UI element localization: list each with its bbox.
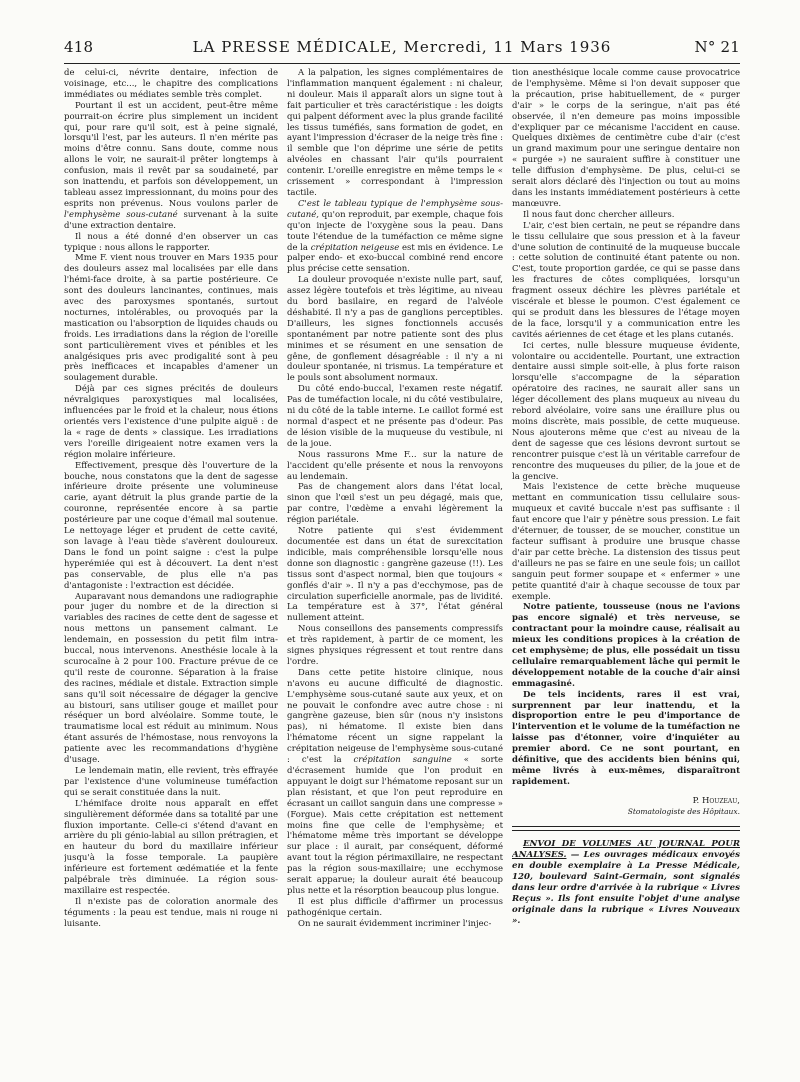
paragraph: L'hémiface droite nous apparaît en effet singulièrement déformée dans sa totalité par une fluxion importante. Celle-ci s'étend d'avant en arrière du pli génio-labial au sillon prétragien, et en hauteur du bord du maxillaire inférieur jusqu'à la fosse temporale. La paupière inférieure est fortement œdématiée et la fente palpébrale très diminuée. La région sous-maxillaire est respectée. (64, 798, 278, 896)
editorial-notice (512, 839, 740, 927)
notice-rule-bottom (512, 830, 740, 831)
paragraph: Du côté endo-buccal, l'examen reste négatif. Pas de tuméfaction locale, ni du côté vestibulaire, ni du côté de la table interne. Le caillot formé est normal d'aspect et ne présente pas d'odeur. Pas de lésion visible de la muqueuse du vestibule, ni de la joue. (287, 384, 503, 449)
page-header (64, 38, 740, 60)
paragraph: Il n'existe pas de coloration anormale des téguments : la peau est tendue, mais ni rouge ni luisante. (64, 896, 278, 929)
column-3 (512, 68, 740, 1073)
paragraph: A la palpation, les signes complémentaires de l'inflammation manquent également : ni chaleur, ni douleur. Mais il apparaît alors un signe tout à fait particulier et très caractéristique : les doigts qui palpent déforment avec la plus grande facilité les tissus tuméfiés, sans formation de godet, en ayant l'impression d'écraser de la neige très fine : il semble que l'on déprime une série de petits alvéoles en chassant l'air qu'ils pourraient contenir. L'oreille enregistre en même temps le « crissement » correspondant à l'impression tactile. (287, 68, 503, 198)
issue-number: N° 21 (694, 38, 740, 56)
paragraph: Notre patiente qui s'est évidemment documentée est dans un état de surexcitation indicible, mais compréhensible lorsqu'elle nous donne son diagnostic : gangrène gazeuse (!!). Les tissus sont d'aspect normal, bien que toujours « gonflés d'air ». Il n'y a pas d'ecchymose, pas de circulation superficielle anormale, pas de lividité. La température est à 37°, l'état général nullement atteint. (287, 526, 503, 624)
paragraph: Il nous faut donc chercher ailleurs. (523, 209, 675, 220)
column-1 (64, 68, 278, 1073)
paragraph: Pas de changement alors dans l'état local, sinon que l'œil s'est un peu dégagé, mais que, par contre, l'œdème a envahi légèrement la région pariétale. (287, 482, 503, 526)
notice-paragraph (512, 839, 740, 927)
paragraph: Le lendemain matin, elle revient, très effrayée par l'existence d'une volumineuse tuméfaction qui se serait constituée dans la nuit. (64, 766, 278, 798)
paragraph: Ici certes, nulle blessure muqueuse évidente, volontaire ou accidentelle. Pourtant, une extraction dentaire aussi simple soit-elle, à plus forte raison lorsqu'elle s'accompagne de la séparation opératoire des racines, ne saurait aller sans un léger décollement des plans muqueux au niveau du rebord alvéolaire, voire sans une éraillure plus ou moins discrète, mais possible, de cette muqueuse. Nous ajouterons même que c'est au niveau de la dent de sagesse que ces lésions devront surtout se rencontrer puisque c'est là un véritable carrefour de rencontre des muqueuses du pilier, de la joue et de la gencive. (512, 340, 740, 482)
paragraph: On ne saurait évidemment incriminer l'injec- (298, 918, 492, 929)
page-number: 418 (64, 38, 94, 56)
paragraph: Nous conseillons des pansements compressifs et très rapidement, à partir de ce moment, les signes physiques régressent et tout rentre dans l'ordre. (287, 624, 503, 667)
paragraph: L'air, c'est bien certain, ne peut se répandre dans le tissu cellulaire que sous pression et à la faveur d'une solution de continuité de la muqueuse buccale : cette solution de continuité étant patente ou non. C'est, toute proportion gardée, ce qui se passe dans les fractures de côtes compliquées, lorsqu'un fragment osseux déchire les plèvres pariétale et viscérale et blesse le poumon. C'est également ce qui se produit dans les blessures de l'étage moyen de la face, lorsqu'il y a communication entre les cavités aériennes de cet étage et les plans cutanés. (512, 220, 740, 340)
paragraph: Mais l'existence de cette brèche muqueuse mettant en communication tissu cellulaire sous-muqueux et cavité buccale n'est pas suffisante : il faut encore que l'air y pénètre sous pression. Le fait d'éternuer, de tousser, de se moucher, constitue un facteur suffisant à produire une brusque chasse d'air par cette brèche. La distension des tissus peut d'ailleurs ne pas se faire en une seule fois; un caillot sanguin peut former soupape et « enfermer » une petite quantité d'air à chaque secousse de toux par exemple. (512, 482, 740, 602)
paragraph: Il nous a été donné d'en observer un cas typique : nous allons le rapporter. (64, 231, 278, 253)
notice-title: ENVOI DE VOLUMES AU JOURNAL POUR ANALYSES. (512, 838, 740, 860)
column-2 (287, 68, 503, 1073)
paragraph: Dans cette petite histoire clinique, nous n'avons eu aucune difficulté de diagnostic. L'emphysème sous-cutané saute aux yeux, et on ne pouvait le confondre avec autre chose : ni gangrène gazeuse, bien sûr (nous n'y insistons pas), ni hématome. Il existe bien dans l'hématome récent un signe rappelant la crépitation neigeuse de l'emphysème sous-cutané : c'est la crépitation sanguine « sorte d'écrasement humide que l'on produit en appuyant le doigt sur l'hématome reposant sur un plan résistant, et que l'on peut reproduire en écrasant un caillot sanguin dans une compresse » (Forgue). Mais cette crépitation est nettement moins fine que celle de l'emphysème; et l'hématome même très important se développe sur place : il aurait, par conséquent, déformé avant tout la région périmaxillaire, ne respectant pas la région sous-maxillaire; une ecchymose serait apparue; la douleur aurait été beaucoup plus nette et la résorption beaucoup plus longue. (287, 667, 503, 896)
paragraph: de celui-ci, névrite dentaire, infection de voisinage, etc..., le chapitre des complications immédiates ou médiates semble très complet. (64, 68, 278, 100)
author-name: P. Houzeau, (692, 795, 740, 806)
paragraph: Mme F. vient nous trouver en Mars 1935 pour des douleurs assez mal localisées par elle dans l'hémi-face droite, à sa partie postérieure. Ce sont des douleurs lancinantes, continues, mais avec des paroxysmes spontanés, surtout nocturnes, intolérables, ou provoqués par la mastication ou l'absorption de liquides chauds ou froids. Les irradiations dans la région de l'oreille sont particulièrement vives et pénibles et les analgésiques pris avec prodigalité sont à peu près inefficaces et incapables d'amener un soulagement durable. (64, 253, 278, 384)
author-role: Stomatologiste des Hôpitaux. (627, 806, 740, 816)
journal-title: LA PRESSE MÉDICALE, Mercredi, 11 Mars 1936 (192, 38, 612, 56)
paragraph: Effectivement, presque dès l'ouverture de la bouche, nous constatons que la dent de sagesse inférieure droite présente une volumineuse carie, ayant détruit la plus grande partie de la couronne, représentée encore à sa partie postérieure par une coque d'émail mal soutenue. Le nettoyage léger et prudent de cette cavité, son lavage à l'eau tiède s'avèrent douloureux. Dans le fond un point saigne : c'est la pulpe hyperémiée qui est à découvert. La dent n'est pas conservable, de plus elle n'a pas d'antagoniste : l'extraction est décidée. (64, 460, 278, 591)
paragraph: Il est plus difficile d'affirmer un processus pathogénique certain. (287, 896, 503, 918)
paragraph: Déjà par ces signes précités de douleurs névralgiques paroxystiques mal localisées, influencées par le froid et la chaleur, nous étions orientés vers l'existence d'une pulpite aiguë : de la « rage de dents » classique. Les irradiations vers l'oreille dirigeaient notre examen vers la région molaire inférieure. (64, 384, 278, 460)
paragraph: La douleur provoquée n'existe nulle part, sauf, assez légère toutefois et très légitime, au niveau du bord basilaire, en regard de l'alvéole déshabité. Il n'y a pas de ganglions perceptibles. D'ailleurs, les signes fonctionnels accusés spontanément par notre patiente sont des plus minimes et se résument en une sensation de gêne, de gonflement désagréable : il n'y a ni douleur spontanée, ni trismus. La température et le pouls sont absolument normaux. (287, 275, 503, 384)
paragraph: Nous rassurons Mme F... sur la nature de l'accident qu'elle présente et nous la renvoyons au lendemain. (287, 449, 503, 482)
paragraph: Notre patiente, tousseuse (nous ne l'avions pas encore signalé) et très nerveuse, se contractant pour la moindre cause, réalisait au mieux les conditions propices à la création de cet emphysème; de plus, elle possédait un tissu cellulaire remarquablement lâche qui permit le développement notable de la couche d'air ainsi emmagasiné. (512, 602, 740, 689)
paragraph: tion anesthésique locale comme cause provocatrice de l'emphysème. Même si l'on devait supposer que la précaution, prise habituellement, de « purger d'air » le corps de la seringue, n'ait pas été observée, il n'en demeure pas moins impossible d'expliquer par ce mécanisme l'accident en cause. Quelques dixièmes de centimètre cube d'air (c'est un grand maximum pour une seringue dentaire non « purgée ») ne sauraient suffire à constituer une telle diffusion d'emphysème. De plus, celui-ci se serait alors déclaré dès l'injection ou tout au moins dans les instants immédiatement postérieurs à cette manœuvre. (512, 68, 740, 209)
header-rule (64, 63, 740, 64)
paragraph: Auparavant nous demandons une radiographie pour juger du nombre et de la direction si variables des racines de cette dent de sagesse et nous mettons un pansement calmant. Le lendemain, en possession du petit film intra-buccal, nous intervenons. Anesthésie locale à la scurocaïne à 2 pour 100. Fracture prévue de ce qu'il reste de couronne. Séparation à la fraise des racines, médiale et distale. Extraction simple sans qu'il soit nécessaire de dégager la gencive au bistouri, sans utiliser gouge et maillet pour réséquer un bord alvéolaire. Somme toute, le traumatisme local est réduit au minimum. Nous étant assurés de l'hémostase, nous renvoyons la patiente avec les recommandations d'hygiène d'usage. (64, 591, 278, 766)
notice-body: — Les ouvrages médicaux envoyés en double exemplaire à La Presse Médicale, 120, boulevard Saint-Germain, sont signalés dans leur ordre d'arrivée à la rubrique « Livres Reçus ». Ils font ensuite l'objet d'une analyse originale dans la rubrique « Livres Nouveaux ». (512, 849, 740, 926)
paragraph: Pourtant il est un accident, peut-être même pourrait-on écrire plus simplement un incident qui, pour rare qu'il soit, est à peine signalé, lorsqu'il l'est, par les auteurs. Il n'en mérite pas moins d'être connu. Sans doute, comme nous allons le voir, ne saurait-il prêter longtemps à confusion, mais il revêt par sa soudaineté, par son inattendu, et parfois son développement, un tableau assez impressionnant, du moins pour des esprits non prévenus. Nous voulons parler de l'emphysème sous-cutané survenant à la suite d'une extraction dentaire. (64, 100, 278, 231)
notice-rule-top (512, 826, 740, 827)
author-signature (512, 796, 740, 818)
paragraph: C'est le tableau typique de l'emphysème sous-cutané, qu'on reproduit, par exemple, chaque fois qu'on injecte de l'oxygène sous la peau. Dans toute l'étendue de la tuméfaction ce même signe de la crépitation neigeuse est mis en évidence. Le palper endo- et exo-buccal combiné rend encore plus précise cette sensation. (287, 198, 503, 275)
paragraph: De tels incidents, rares il est vrai, surprennent par leur inattendu, et la disproportion entre le peu d'importance de l'intervention et le volume de la tuméfaction ne laisse pas d'étonner, voire d'inquiéter au premier abord. Ce ne sont pourtant, en définitive, que des accidents bien bénins qui, même livrés à eux-mêmes, disparaîtront rapidement. (512, 689, 740, 787)
